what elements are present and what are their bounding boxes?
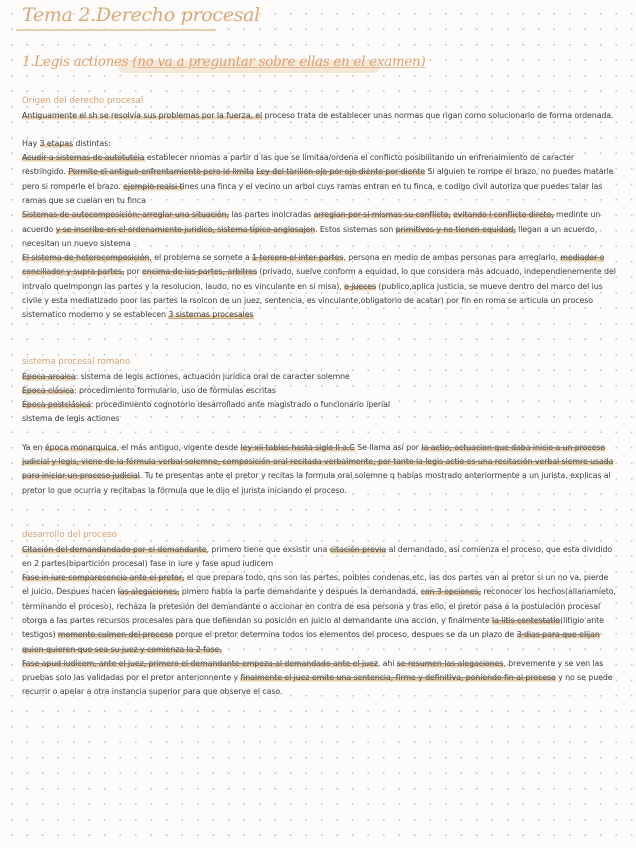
- highlighted-text: o jueces: [344, 281, 376, 291]
- era-label: Época clásica: [22, 385, 75, 395]
- section-origen: [22, 94, 616, 323]
- highlighted-text: mediador o conciliador y supra partes,: [22, 253, 605, 277]
- text-run: Se llama así por: [354, 442, 422, 452]
- text-run: el que prepara todo, qns son las partes, poibles condenas,etc, las dos partes van al pretor si un no va, pierde el juicio. Despues hacen: [22, 573, 609, 597]
- paragraph: [22, 251, 616, 322]
- highlighted-text: Permite el antiguo enfrentamiento pero lo limita: [68, 167, 254, 177]
- paragraph: [22, 151, 616, 208]
- section-romano: [22, 355, 616, 498]
- text-run: llegan a un acuerdo, necesitan un nuevo sistema: [22, 224, 598, 248]
- highlighted-text: la actio, actuacion que daba inicio a un proceso judicial y legis, viene de la fórmula verbal solemne, composición oral recitada verbalmente: [22, 442, 606, 466]
- highlighted-text: ejemplo realsi t: [123, 181, 183, 191]
- highlighted-text: Fase in iure comparecencia ante el pretor,: [22, 573, 185, 583]
- text-run: . Estos sistemas son: [315, 224, 396, 234]
- text-run: , el más antiguo, vigente desde: [116, 442, 241, 452]
- section-title-note: (no va a preguntar sobre ellas en el examen): [132, 54, 426, 70]
- era-item: [22, 384, 616, 398]
- section-desarrollo: [22, 528, 616, 700]
- text-run: (privado, suelve conform a equidad, lo que considera más adcuado, independienemente del intrvalo quelmpongn las partes y la resolucion, laudo, no es vinculante en si misa),: [22, 267, 616, 291]
- text-run: , brevemente y se ven las pruebas solo las validadas por el pretor anterionnente y: [22, 658, 604, 683]
- text-run: las partes inolcradas: [228, 210, 314, 220]
- paragraph: [22, 137, 616, 151]
- highlighted-text: con 3 opciones,: [420, 587, 482, 597]
- era-item: [22, 412, 616, 426]
- era-text: : procedimiento formulario, uso de fórmulas escritas: [74, 385, 276, 395]
- highlighted-text: 3 etapas: [39, 138, 74, 148]
- highlighted-text: época monarquica: [44, 442, 117, 452]
- paragraph: [22, 657, 616, 700]
- highlighted-text: encima de las partes, arbitros: [141, 267, 257, 277]
- era-item: [22, 370, 616, 384]
- paragraph: [22, 571, 616, 657]
- title-underline: [16, 29, 216, 31]
- text-run: (publico,aplica justicia, se mueve dentro del marco del ius civile y esta mediatizado poor las partes la rsolcon de un juez, sentencia, es vinculante,obligatorio de acatar) por fin en roma se articula un proceso sistematico moderno y se establecen: [22, 281, 603, 320]
- text-run: , ahi: [377, 658, 397, 668]
- heading-romano: sistema procesal romano: [22, 357, 131, 367]
- highlighted-text: primitivos y no tienen equidad,: [395, 224, 516, 234]
- text-run: porque el pretor determina todos los elementos del proceso, despues se da un plazo de: [172, 630, 517, 640]
- text-run: ines una finca y el vecino un arbol cuys ramas entran en tu finca, e codigo civil autoriza que puedes talar las ramas que se cuelan en tu finca: [22, 181, 603, 205]
- text-run: , el problema se somete a: [149, 253, 253, 263]
- text-run: Ya en: [22, 442, 45, 452]
- heading-origen: Origen del derecho procesal: [22, 96, 144, 106]
- text-run: Si alguien te rompe el brazo, no puedes matarle pero si romperle el brazo.: [22, 167, 614, 191]
- text-run: . Tu te presentas ante el pretor y recitas la formula oral solemne q habías mostrado anteriormente a un jurista, explicas al pretor lo que ocurria y recitabas la fórmula que le dijo el jurista iniciando el proceso.: [22, 471, 611, 495]
- era-label: Época arcaica: [22, 371, 76, 381]
- highlighted-text: citación previa: [329, 544, 387, 554]
- highlighted-text: El sistema de heterocomposición: [22, 253, 150, 263]
- highlighted-text: 3 sistemas procesales: [168, 310, 254, 320]
- highlighted-text: las alegaciones,: [117, 587, 180, 597]
- text-run: establecer nnomas a partir d las que se limitaa/ordena el conflicto posibilitando un enfrenaimiento de caracter restringido.: [22, 153, 575, 177]
- text-run: al demandado, así comienza el proceso, que esta dividido en 2 partes(bipartición procesal) fase in iure y fase apud iudicem: [22, 544, 613, 568]
- highlighted-text: Sistemas de autocomposición: arreglar una situación,: [22, 210, 229, 220]
- highlighted-text: 3 dias para que elijan quien quieren que sea su juez y comienza la 2 fase.: [22, 630, 600, 654]
- highlighted-text: Antiguamente el sh se resolvía sus problemas por la fuerza, el: [22, 110, 263, 120]
- text-run: Hay: [22, 138, 40, 148]
- section-title-legis-actiones: [22, 54, 425, 70]
- text-run: pimero habla la parte demandante y despues la demandada,: [179, 587, 421, 597]
- highlighted-text: Acudir a sistemas de autotutela: [22, 153, 145, 163]
- era-label: Época postclásica: [22, 400, 91, 410]
- highlighted-text: finalmente el juez emite una sentencia, firme y definitiva, poniendo fin al proceso: [240, 673, 556, 683]
- section-title-text: 1.Legis actiones: [22, 54, 133, 70]
- highlighted-text: Ley del tarilion ojo por ojo diente por diente: [256, 167, 425, 177]
- heading-desarrollo: desarrollo del proceso: [22, 530, 117, 540]
- highlighted-text: y se inscribe en el ordenamiento juridico, sistema típico anglosajon: [55, 224, 316, 234]
- highlighted-text: se resumen las alegaciones: [396, 658, 504, 668]
- era-item: [22, 398, 616, 412]
- text-run: , persona en medio de ambas personas para arreglarlo,: [343, 253, 561, 263]
- text-run: , primero tiene que exsistir una: [206, 544, 330, 554]
- highlighted-text: 1 tercero el inter partes: [252, 253, 344, 263]
- era-list: [22, 370, 616, 427]
- highlighted-text: , por tanto la legis actio es una recitación verbal siemre usada para iniciar un proceso judicial: [22, 456, 614, 481]
- text-run: medinte un acuerdo: [22, 210, 601, 234]
- paragraph: [22, 208, 616, 251]
- text-run: distintas:: [73, 138, 111, 148]
- era-text: sistema de legis actiones: [22, 414, 120, 424]
- era-text: : procedimiento cognotorio desarrollado ante magistrado o funcionario iperial: [90, 400, 390, 410]
- highlighted-text: la litis contestatio: [492, 615, 561, 625]
- highlighted-text: ley xii tablas hasta siglo II a.C: [240, 442, 355, 452]
- paragraph: [22, 441, 616, 498]
- text-run: y no se puede recurrir o apelar a otra instancia superior para que observe el caso.: [22, 673, 613, 697]
- highlighted-text: evitando l conflicto direto,: [453, 210, 554, 220]
- era-text: : sistema de legis actiones, actuación jurídica oral de caracter solemne: [75, 371, 350, 381]
- text-run: (litigio ante testigos): [22, 615, 604, 640]
- highlighted-text: Citación del demandandado por el demandante: [22, 544, 207, 554]
- text-run: proceso trata de establecer unas normas que rigan como solucionarlo de forma ordenada.: [262, 110, 614, 120]
- text-run: reconocer los hechos(allanamieto, terminando el proceso), rechaza la pretesión del demandante o accionar en contra de esa persona y tras ello, el pretor pasa a la postulación procesal otorga a las partes recursos procesales para que defiendan su posición en juicio al demandante una accion, y finalmente: [22, 587, 616, 625]
- highlighted-text: arreglan por si mismas su conflicto,: [313, 210, 451, 220]
- paragraph: [22, 109, 616, 123]
- text-run: por: [124, 267, 142, 277]
- paragraph: [22, 543, 616, 572]
- highlighted-text: Fase apud iudicem, ante el juez, primero el demandante empeza al demandado ante el juez: [22, 658, 378, 668]
- page-title: Tema 2.Derecho procesal: [22, 4, 260, 26]
- highlighted-text: momento culmen del proceso: [57, 630, 173, 640]
